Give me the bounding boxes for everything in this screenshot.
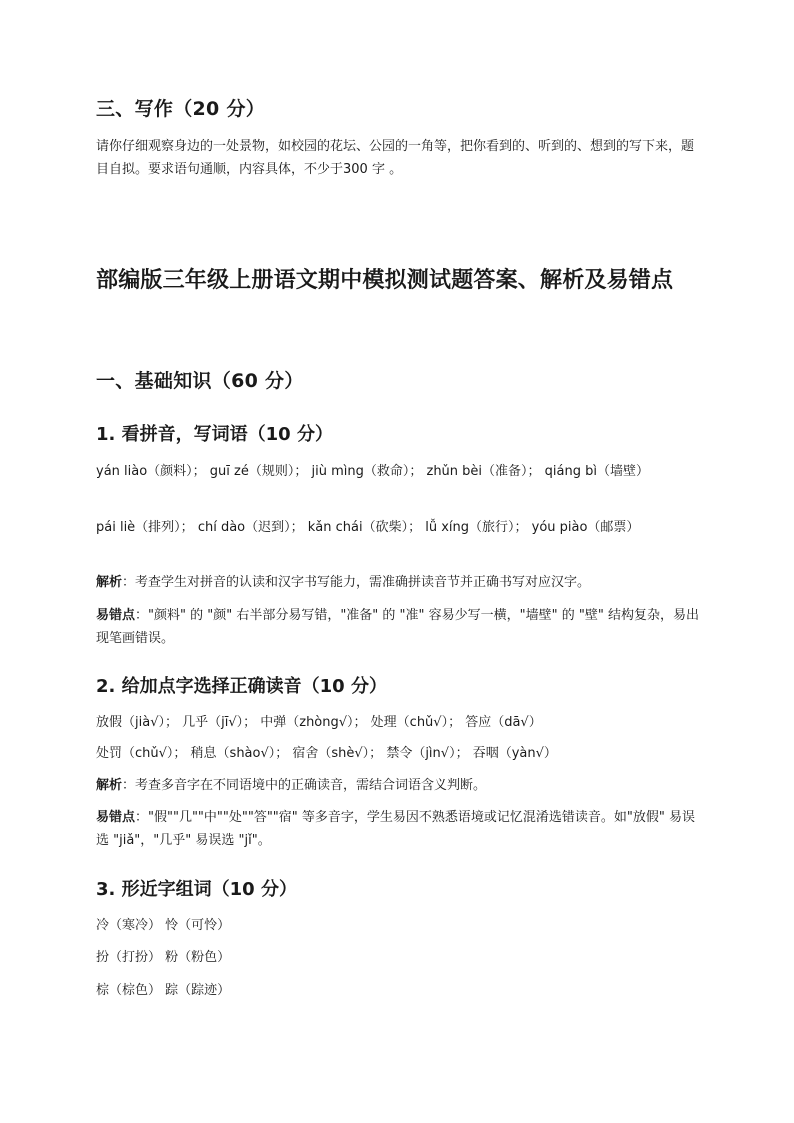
error-text: ："颜料" 的 "颜" 右半部分易写错，"准备" 的 "准" 容易少写一横，"墙壁" 的 "壁" 结构复杂，易出现笔画错误。 bbox=[96, 608, 699, 646]
writing-prompt: 请你仔细观察身边的一处景物，如校园的花坛、公园的一角等，把你看到的、听到的、想到的写下来，题目自拟。要求语句通顺，内容具体，不少于300 字 。 bbox=[96, 139, 695, 177]
q3-heading: 3. 形近字组词（10 分） bbox=[96, 879, 297, 900]
answers-title: 部编版三年级上册语文期中模拟测试题答案、解析及易错点 bbox=[96, 268, 674, 293]
q1-error-point bbox=[96, 604, 706, 650]
q2-answer-line-2: 处罚（chǔ√）； 稍息（shào√）； 宿舍（shè√）； 禁令（jìn√）； 吞咽（yàn√） bbox=[96, 746, 557, 761]
q2-error-point bbox=[96, 806, 706, 852]
analysis-label: 解析 bbox=[96, 575, 123, 590]
q3-answer-line-3: 棕（棕色） 踪（踪迹） bbox=[96, 983, 231, 998]
q3-answer-line-2: 扮（打扮） 粉（粉色） bbox=[96, 950, 231, 965]
q3-answer-line-1: 冷（寒冷） 怜（可怜） bbox=[96, 918, 231, 933]
q2-heading: 2. 给加点字选择正确读音（10 分） bbox=[96, 676, 387, 697]
error-label: 易错点 bbox=[96, 608, 136, 623]
q2-analysis bbox=[96, 774, 706, 797]
q1-answer-line-1: yán liào（颜料）； guī zé（规则）； jiù mìng（救命）； zhǔn bèi（准备）； qiáng bì（墙壁） bbox=[96, 464, 649, 479]
q1-analysis bbox=[96, 571, 706, 594]
q2-answer-line-1: 放假（jià√）； 几乎（jī√）； 中弹（zhòng√）； 处理（chǔ√）； 答应（dā√） bbox=[96, 715, 542, 730]
error-text: ："假""几""中""处""答""宿" 等多音字，学生易因不熟悉语境或记忆混淆选错读音。如"放假" 易误选 "jiǎ"，"几乎" 易误选 "jǐ"。 bbox=[96, 810, 695, 848]
analysis-label: 解析 bbox=[96, 778, 123, 793]
q1-heading: 1. 看拼音，写词语（10 分） bbox=[96, 424, 333, 445]
writing-heading: 三、写作（20 分） bbox=[96, 98, 266, 120]
part1-heading: 一、基础知识（60 分） bbox=[96, 370, 304, 392]
analysis-text: ：考查多音字在不同语境中的正确读音，需结合词语含义判断。 bbox=[122, 778, 487, 793]
q1-answer-line-2: pái liè（排列）； chí dào（迟到）； kǎn chái（砍柴）； lǚ xíng（旅行）； yóu piào（邮票） bbox=[96, 520, 640, 535]
error-label: 易错点 bbox=[96, 810, 136, 825]
analysis-text: ：考查学生对拼音的认读和汉字书写能力，需准确拼读音节并正确书写对应汉字。 bbox=[122, 575, 591, 590]
